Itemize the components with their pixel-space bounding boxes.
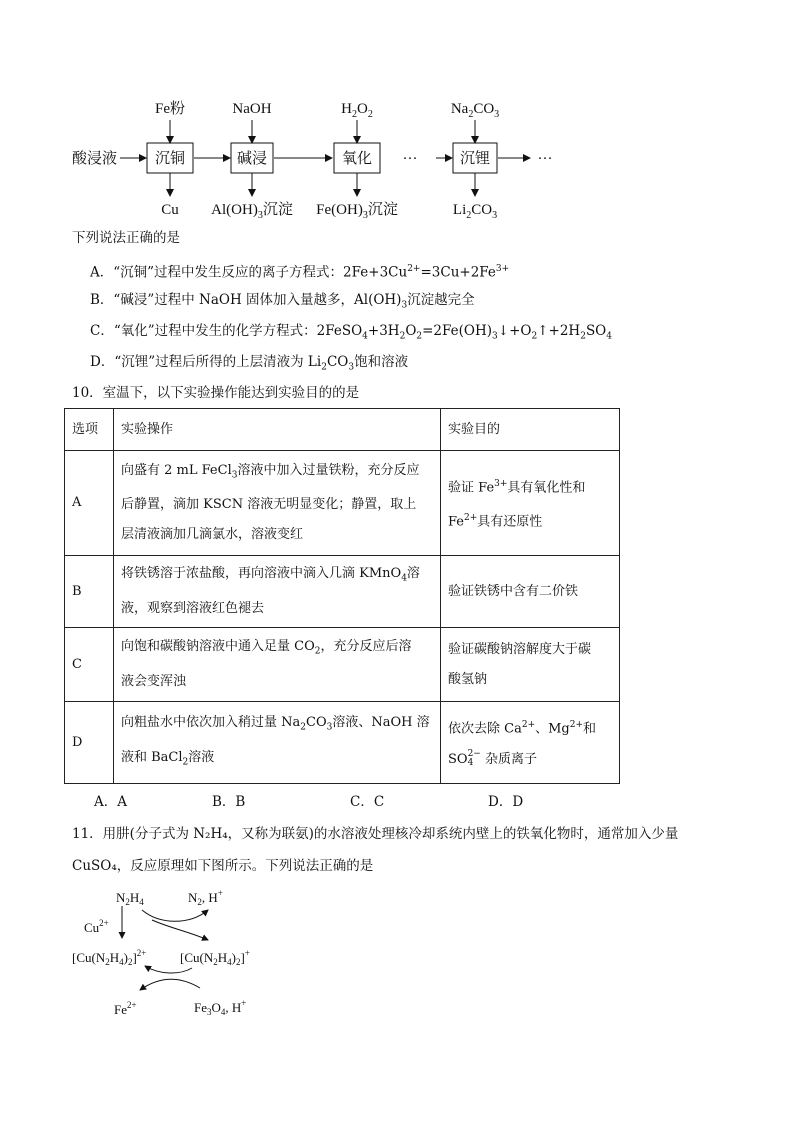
cu2-label: $Cu^{2+}$ [84, 918, 109, 935]
output-step-3: $Fe(OH)_3$沉淀 [316, 202, 398, 221]
row-label: B [65, 556, 114, 628]
n2-h-products: $N_2$, H+ [188, 888, 223, 907]
q11-stem-line1: 11．用肼(分子式为 N₂H₄，又称为联氨)的水溶液处理核冷却系统内壁上的铁氧化物时，通常加入少量 [72, 826, 679, 842]
flow-ellipsis-1: ··· [402, 151, 418, 167]
row-purpose: 验证 $Fe^{3+}$具有氧化性和 $Fe^{2+}$具有还原性 [441, 451, 620, 556]
step-box-3: 氧化 [341, 151, 373, 167]
output-step-4: $Li_2CO_3$ [452, 202, 498, 221]
q10-option-d[interactable]: D．D [488, 794, 524, 810]
table-row [65, 628, 620, 702]
output-step-1: Cu [161, 202, 179, 218]
row-operation: 向饱和碳酸钠溶液中通入足量 $CO_2$，充分反应后溶 液会变浑浊 [114, 628, 441, 702]
q10-option-b[interactable]: B．B [212, 794, 246, 810]
q10-stem: 10．室温下，以下实验操作能达到实验目的的是 [72, 385, 360, 401]
row-label: D [65, 702, 114, 784]
n2h4-label: $N_2H_4$ [116, 890, 144, 907]
header-purpose: 实验目的 [441, 409, 620, 451]
row-operation: 向粗盐水中依次加入稍过量 $Na_2CO_3$溶液、NaOH 溶 液和 BaCl$_2$溶液 [114, 702, 441, 784]
table-header-row [65, 409, 620, 451]
q10-options [94, 792, 523, 812]
q9-option-d: D．“沉锂”过程后所得的上层清液为 $Li_2CO_3$饱和溶液 [90, 354, 409, 373]
q10-option-c[interactable]: C．C [350, 794, 385, 810]
table-row [65, 702, 620, 784]
step-box-2: 碱浸 [236, 151, 268, 167]
fe2-label: $Fe^{2+}$ [114, 1000, 137, 1017]
row-purpose: 验证碳酸钠溶解度大于碳 酸氢钠 [441, 628, 620, 702]
step-box-1: 沉铜 [154, 151, 186, 167]
header-operation: 实验操作 [114, 409, 441, 451]
flow-start: 酸浸液 [72, 151, 118, 167]
step-box-4: 沉锂 [459, 151, 491, 167]
q9-option-c: C．“氧化”过程中发生的化学方程式：$2FeSO_4+3H_2O_2=2Fe(OH)_3↓+O_2↑+2H_2SO_4$ [90, 323, 612, 342]
q11-stem-line2: CuSO₄，反应原理如下图所示。下列说法正确的是 [72, 858, 374, 874]
q9-option-a: A．“沉铜”过程中发生反应的离子方程式：$2Fe+3Cu^{2+}=3Cu+2Fe^{3+}$ [90, 264, 510, 281]
reaction-cycle-diagram [60, 880, 300, 1025]
row-purpose: 验证铁锈中含有二价铁 [441, 556, 620, 628]
table-row [65, 451, 620, 556]
process-flow-chart [60, 92, 560, 222]
row-operation: 向盛有 2 mL FeCl$_3$溶液中加入过量铁粉，充分反应 后静置，滴加 KSCN 溶液无明显变化；静置，取上 层清液滴加几滴氯水，溶液变红 [114, 451, 441, 556]
q9-option-b: B．“碱浸”过程中 NaOH 固体加入量越多，$Al(OH)_3$沉淀越完全 [90, 292, 475, 311]
input-step-1: Fe粉 [154, 101, 186, 117]
flow-ellipsis-2: ··· [537, 151, 553, 167]
input-step-2: NaOH [232, 101, 272, 117]
q10-table [64, 408, 620, 784]
row-label: C [65, 628, 114, 702]
row-purpose: 依次去除 $Ca^{2+}$、$Mg^{2+}$和 SO 2− 4 杂质离子 [441, 702, 620, 784]
q9-stem: 下列说法正确的是 [72, 230, 180, 246]
input-step-4: $Na_2CO_3$ [450, 101, 500, 120]
output-step-2: $Al(OH)_3$沉淀 [211, 202, 293, 221]
fe3o4-label: $Fe_3O_4$, H+ [194, 998, 247, 1017]
complex-2plus: $[Cu(N_2H_4)_2]^{2+}$ [72, 948, 147, 967]
row-label: A [65, 451, 114, 556]
table-row [65, 556, 620, 628]
header-option: 选项 [65, 409, 114, 451]
complex-1plus: $[Cu(N_2H_4)_2]^+$ [180, 948, 250, 967]
input-step-3: $H_2O_2$ [341, 101, 373, 120]
row-operation: 将铁锈溶于浓盐酸，再向溶液中滴入几滴 KMnO$_4$溶 液，观察到溶液红色褪去 [114, 556, 441, 628]
q10-option-a[interactable]: A．A [94, 794, 127, 810]
